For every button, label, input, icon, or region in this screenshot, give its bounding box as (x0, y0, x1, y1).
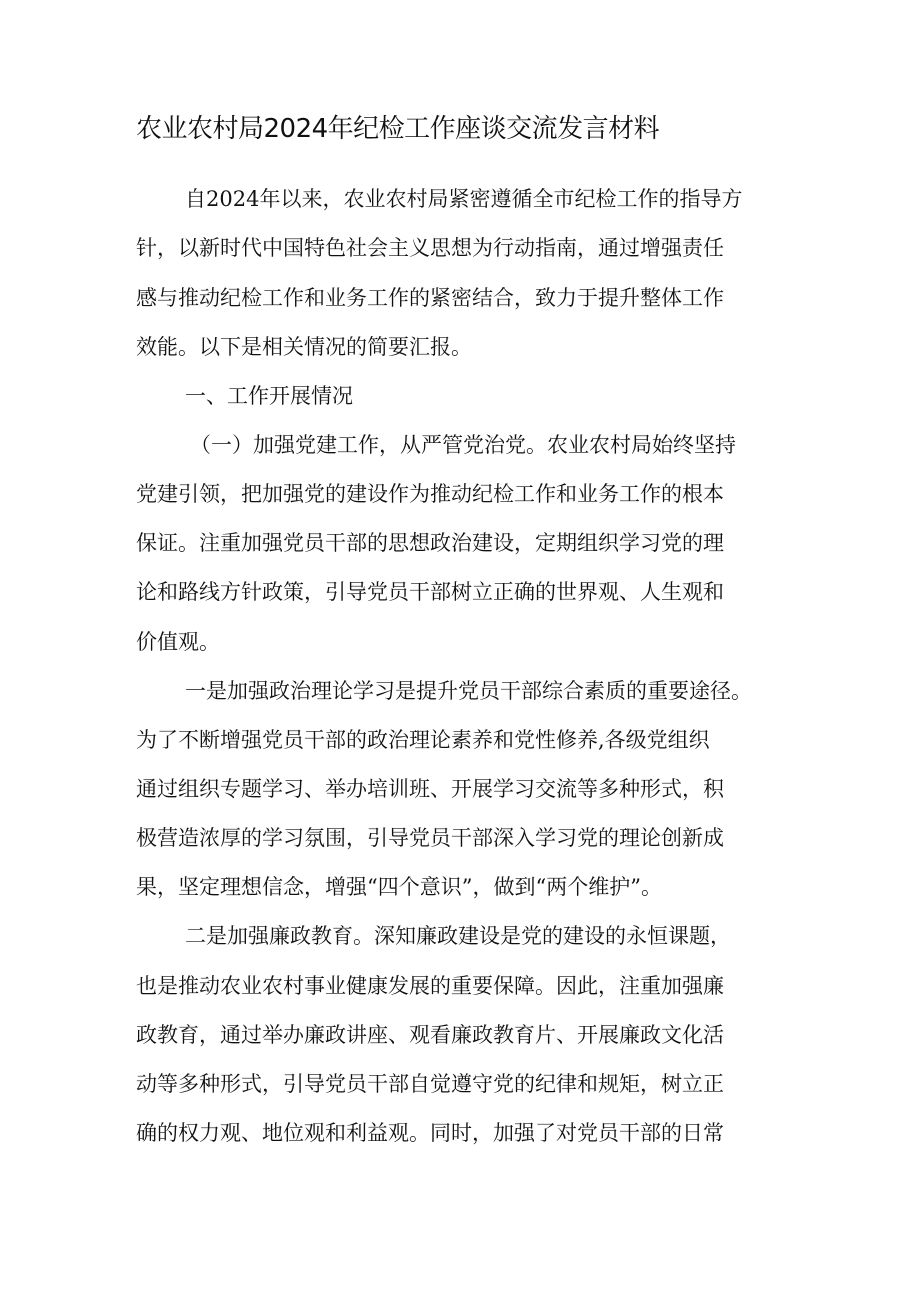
text-line: 动等多种形式，引导党员干部自觉遵守党的纪律和规矩，树立正 (136, 1072, 724, 1096)
text-line: 针，以新时代中国特色社会主义思想为行动指南，通过增强责任 (136, 236, 724, 260)
text-line: 论和路线方针政策，引导党员干部树立正确的世界观、人生观和 (136, 580, 724, 604)
text-line: 通过组织专题学习、举办培训班、开展学习交流等多种形式，积 (136, 777, 724, 801)
text-line: 价值观。 (136, 630, 220, 654)
subsection-heading: （一）加强党建工作，从严管党治党。农业农村局始终坚持 (190, 433, 736, 457)
document-title: 农业农村局2024年纪检工作座谈交流发言材料 (136, 114, 660, 144)
text-line: 效能。以下是相关情况的简要汇报。 (136, 335, 472, 359)
text-line: 确的权力观、地位观和利益观。同时，加强了对党员干部的日常 (136, 1121, 724, 1145)
text-line: 果，坚定理想信念，增强“四个意识”，做到“两个维护”。 (136, 875, 662, 899)
text-line: 为了不断增强党员干部的政治理论素养和党性修养,各级党组织 (136, 728, 710, 752)
section-heading: 一、工作开展情况 (185, 384, 353, 408)
text-line: 也是推动农业农村事业健康发展的重要保障。因此，注重加强廉 (136, 974, 724, 998)
text-line: 二是加强廉政教育。深知廉政建设是党的建设的永恒课题， (185, 924, 731, 948)
text-line: 党建引领，把加强党的建设作为推动纪检工作和业务工作的根本 (136, 482, 724, 506)
text-line: 政教育，通过举办廉政讲座、观看廉政教育片、开展廉政文化活 (136, 1023, 724, 1047)
text-line: 一是加强政治理论学习是提升党员干部综合素质的重要途径。 (185, 679, 752, 703)
text-line: 极营造浓厚的学习氛围，引导党员干部深入学习党的理论创新成 (136, 826, 724, 850)
text-line: 自2024年以来，农业农村局紧密遵循全市纪检工作的指导方 (185, 187, 743, 211)
text-line: 保证。注重加强党员干部的思想政治建设，定期组织学习党的理 (136, 531, 724, 555)
text-line: 感与推动纪检工作和业务工作的紧密结合，致力于提升整体工作 (136, 286, 724, 310)
